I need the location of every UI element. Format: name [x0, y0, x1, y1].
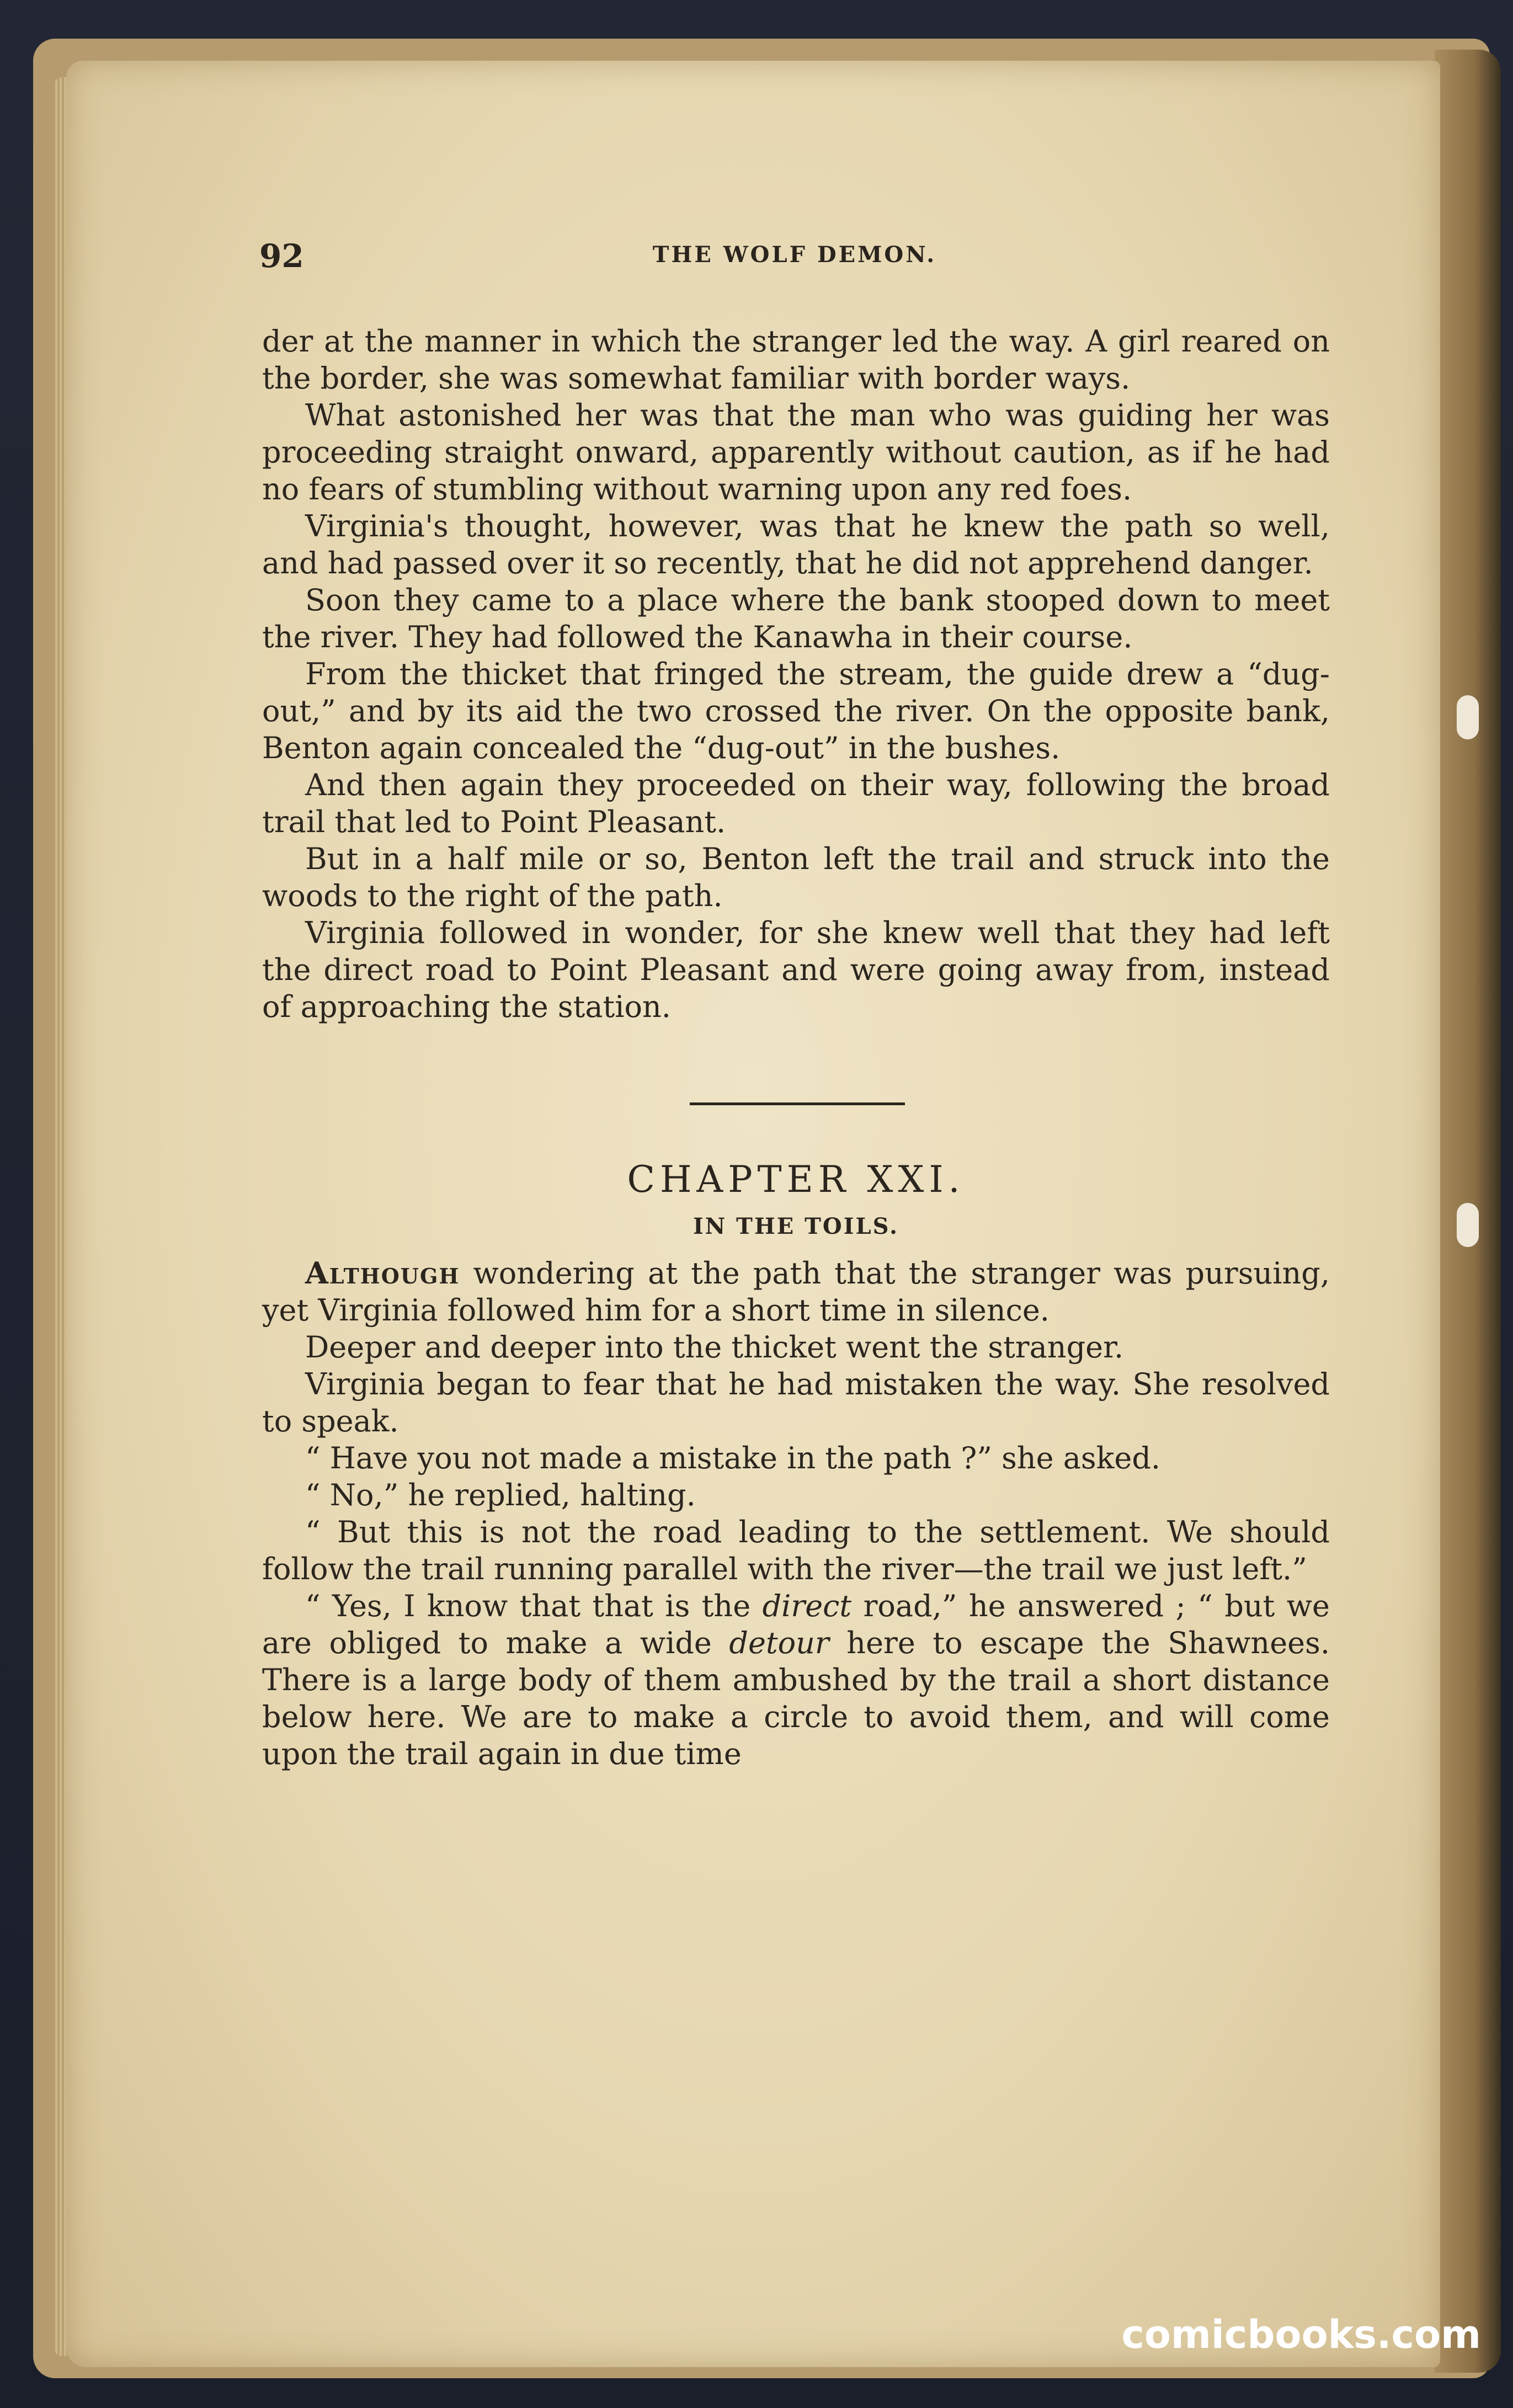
paragraph: Virginia's thought, however, was that he knew the path so well, and had passed over it so recently, that he did not apprehend danger.	[262, 509, 1330, 580]
page-text	[262, 323, 1330, 1772]
paragraph: But in a half mile or so, Benton left the trail and struck into the woods to the right of the path.	[262, 841, 1330, 913]
paragraph: And then again they proceeded on their way, following the broad trail that led to Point Pleasant.	[262, 768, 1330, 839]
paragraph: “ But this is not the road leading to the settlement. We should follow the trail running parallel with the river—the trail we just left.”	[262, 1515, 1330, 1586]
watermark: comicbooks.com	[1121, 2312, 1481, 2357]
paragraph: Virginia began to fear that he had mistaken the way. She resolved to speak.	[262, 1367, 1330, 1439]
divider-rule	[690, 1102, 905, 1105]
emphasis-text: detour	[729, 1626, 829, 1660]
paragraph: “ Have you not made a mistake in the path ?” she asked.	[305, 1441, 1161, 1475]
paragraph: der at the manner in which the stranger led the way. A girl reared on the border, she was somewhat familiar with border ways.	[262, 324, 1330, 396]
paragraph-text: road,” he answered ; “ but we are obliged to make a wide	[262, 1589, 1330, 1660]
section-divider	[262, 1025, 1330, 1152]
paragraph-text: “ Yes, I know that that is the	[305, 1589, 763, 1623]
paragraph: “ No,” he replied, halting.	[305, 1478, 696, 1512]
paragraph-text: wondering at the path that the stranger was pursuing, yet Virginia followed him for a short time in silence.	[262, 1256, 1330, 1328]
chapter-subtitle: IN THE TOILS.	[692, 1213, 899, 1239]
page-header	[259, 237, 1330, 281]
opening-word: Although	[305, 1255, 460, 1291]
paragraph: From the thicket that fringed the stream, the guide drew a “dug-out,” and by its aid the two crossed the river. On the opposite bank, Benton again concealed the “dug-out” in the bushes.	[262, 657, 1330, 765]
paragraph	[262, 1587, 1330, 1772]
page-tab	[1457, 695, 1479, 739]
paragraph: Soon they came to a place where the bank stooped down to meet the river. They had followed the Kanawha in their course.	[262, 583, 1330, 654]
paragraph	[262, 1255, 1330, 1329]
paragraph: Virginia followed in wonder, for she knew well that they had left the direct road to Point Pleasant and were going away from, instead of approaching the station.	[262, 915, 1330, 1024]
page-number: 92	[259, 237, 304, 275]
emphasis-text: direct	[762, 1589, 852, 1623]
chapter-title: CHAPTER XXI.	[627, 1158, 965, 1201]
paragraph: What astonished her was that the man who was guiding her was proceeding straight onward, apparently without caution, as if he had no fears of stumbling without warning upon any red foes.	[262, 398, 1330, 507]
running-title: THE WOLF DEMON.	[652, 242, 937, 268]
paragraph: Deeper and deeper into the thicket went the stranger.	[305, 1330, 1124, 1365]
paragraph-text: here to escape the Shawnees. There is a large body of them ambushed by the trail a short distance below here. We are to make a circle to avoid them, and will come upon the trail again in due time	[262, 1626, 1330, 1771]
page-tab	[1457, 1203, 1479, 1247]
